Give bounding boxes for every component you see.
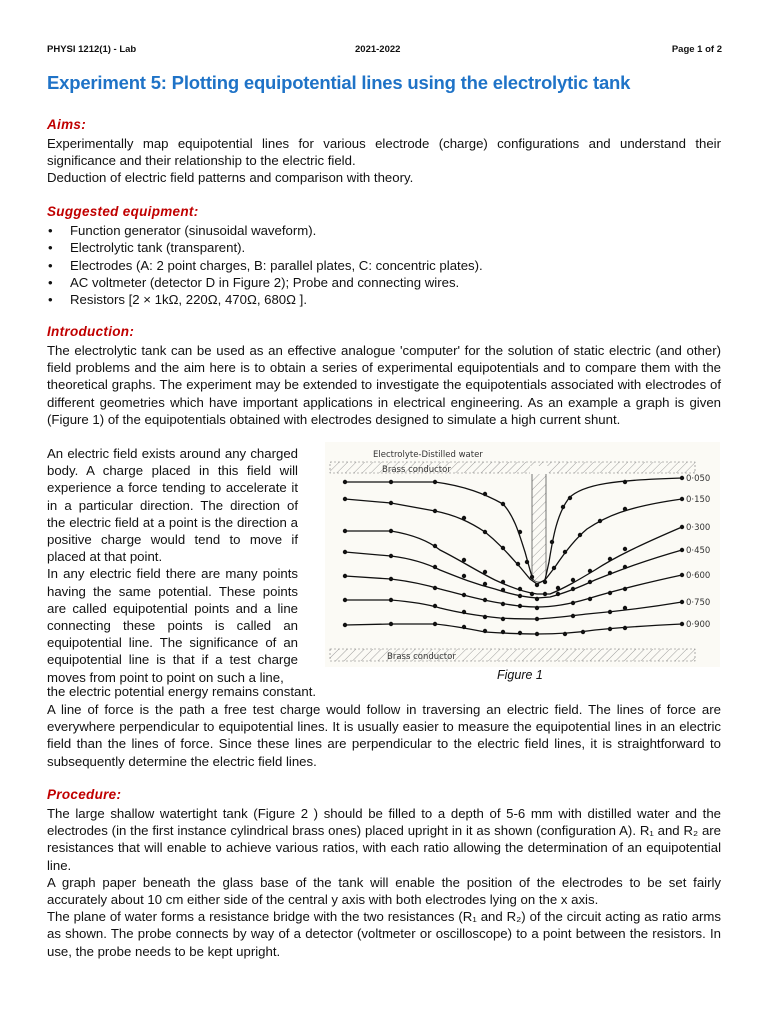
aims-line-2: Deduction of electric field patterns and comparison with theory. — [47, 170, 414, 186]
procedure-text — [47, 805, 721, 960]
figure-1-caption: Figure 1 — [497, 668, 543, 682]
aims-heading: Aims: — [47, 117, 87, 132]
introduction-left-column — [47, 445, 298, 686]
equipment-item: • Resistors [2 × 1kΩ, 220Ω, 470Ω, 680Ω ]. — [48, 292, 307, 308]
bullet-icon: • — [48, 240, 53, 256]
header-year: 2021-2022 — [355, 44, 401, 55]
introduction-paragraph-3: In any electric field there are many points having the same potential. These points are called equipotential points and a line connecting these points is called an equipotential line. The significance of an equipotential line is that if a test charge moves from point to point on such a line, — [47, 566, 298, 685]
level-label: 0·150 — [686, 495, 711, 505]
bullet-icon: • — [48, 257, 53, 273]
bullet-icon: • — [48, 274, 53, 290]
header-course: PHYSI 1212(1) - Lab — [47, 44, 137, 55]
introduction-paragraph-3-end: the electric potential energy remains constant. — [47, 684, 317, 699]
equipment-item: • Electrolytic tank (transparent). — [48, 240, 246, 256]
equipotential-lines — [345, 478, 682, 634]
aims-text — [47, 135, 721, 187]
level-label: 0·450 — [686, 546, 711, 556]
equipotential-labels — [686, 474, 710, 630]
bottom-brass-conductor — [330, 649, 695, 661]
level-label: 0·050 — [686, 474, 711, 484]
aims-line-1: Experimentally map equipotential lines for various electrode (charge) configurations and understand their significance and their relationship to the electric field. — [47, 136, 721, 169]
procedure-heading: Procedure: — [47, 787, 122, 802]
figure-top-label: Electrolyte-Distilled water — [373, 450, 483, 460]
introduction-heading: Introduction: — [47, 324, 135, 339]
introduction-paragraph-4: A line of force is the path a free test charge would follow in traversing an electric field. The lines of force are everywhere perpendicular to equipotential lines. It is usually easier to measure the equipotential lines in an electric field than the lines of force. Since these lines are perpendicular to the electric field lines, it is straightforward to subsequently determine the electric field lines. — [47, 702, 721, 769]
procedure-paragraph-3: The plane of water forms a resistance bridge with the two resistances (R₁ and R₂) of the circuit acting as ratio arms as shown. The probe connects by way of a detector (voltmeter or oscilloscope) to a point between the resistors. In use, the probe needs to be kept upright. — [47, 909, 721, 959]
equipment-item: • AC voltmeter (detector D in Figure 2); Probe and connecting wires. — [48, 274, 460, 290]
bottom-conductor-label: Brass conductor — [387, 652, 456, 662]
bullet-icon: • — [48, 292, 53, 308]
central-electrode — [532, 473, 546, 582]
level-label: 0·750 — [686, 598, 711, 608]
level-label: 0·300 — [686, 523, 711, 533]
introduction-paragraph-1: The electrolytic tank can be used as an effective analogue 'computer' for the solution of static electric (and other) field problems and the aim here is to obtain a series of experimental equipotentials and to compare them with the theoretical graphs. The experiment may be extended to investigate the equipotentials associated with electrodes of different geometries which have important applications in electrical engineering. As an example a graph is given (Figure 1) of the equipotentials obtained with electrodes designed to simulate a high current shunt. — [47, 343, 721, 427]
equipment-item: • Function generator (sinusoidal waveform). — [48, 223, 317, 238]
procedure-paragraph-2: A graph paper beneath the glass base of the tank will enable the position of the electrodes to be set fairly accurately about 10 cm either side of the central y axis with both electrodes lying on the x axis. — [47, 874, 721, 908]
figure-1-equipotential-plot — [325, 442, 720, 667]
bullet-icon: • — [48, 223, 53, 238]
procedure-paragraph-1: The large shallow watertight tank (Figure 2 ) should be filled to a depth of 5-6 mm with distilled water and the electrodes (in the first instance cylindrical brass ones) placed upright in it as shown (configuration A). R₁ and R₂ are resistances that will enable to achieve various ratios, with each ratio allowing the determination of an equipotential line. — [47, 806, 721, 873]
level-label: 0·600 — [686, 571, 711, 581]
header-page-number: Page 1 of 2 — [671, 44, 722, 55]
equipment-heading: Suggested equipment: — [47, 204, 199, 219]
top-conductor-label: Brass conductor — [382, 465, 451, 475]
equipment-list — [47, 222, 483, 308]
electrode-joint — [530, 466, 548, 474]
equipotential-diagram — [325, 442, 720, 667]
introduction-paragraph-2: An electric field exists around any charged body. A charge placed in this field will experience a force tending to accelerate it in a particular direction. The direction of the electric field at a point is the direction a positive charge would tend to move if placed at that point. — [47, 446, 298, 565]
document-title: Experiment 5: Plotting equipotential lines using the electrolytic tank — [47, 72, 631, 93]
equipment-item: • Electrodes (A: 2 point charges, B: parallel plates, C: concentric plates). — [48, 257, 483, 273]
level-label: 0·900 — [686, 620, 711, 630]
